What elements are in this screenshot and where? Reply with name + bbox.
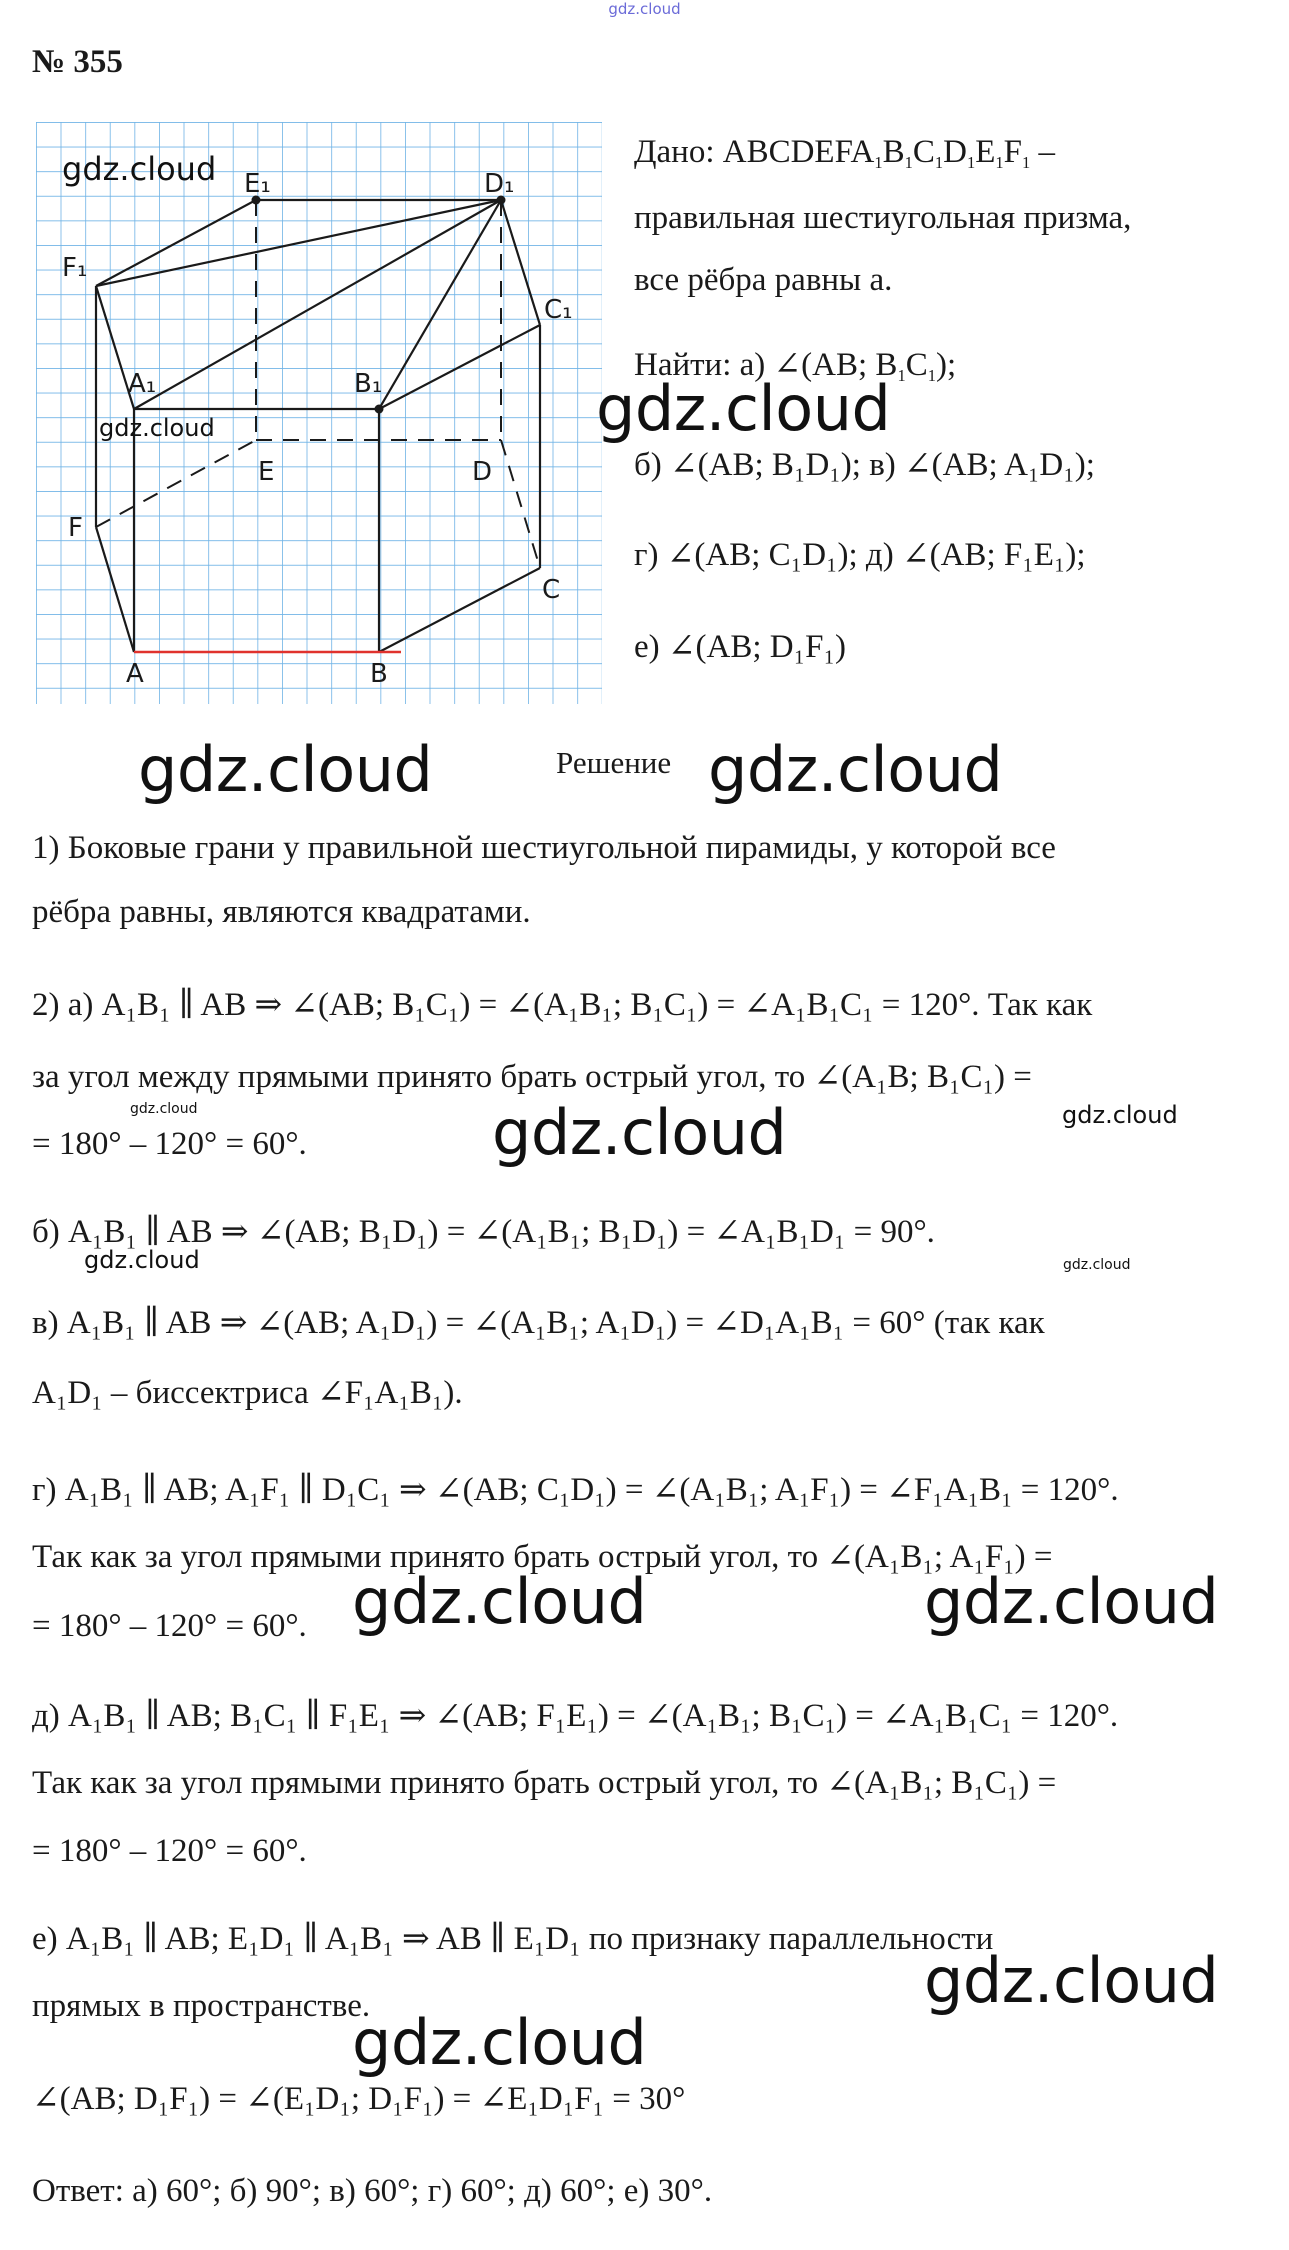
given-line-1: Дано: $ABCDEFA_1B_1C_1D_1E_1F_1$ – [634,134,1055,172]
given-line-3: все рёбра равны a. [634,262,893,298]
watermark: gdz.cloud [924,1944,1219,2017]
label-b: B [370,659,388,689]
watermark: gdz.cloud [99,414,215,442]
find-line-a: Найти: а) ∠(AB; $B_1C_1$); [634,347,957,385]
step-f-line-1: е) A₁B₁ ∥ AB; E₁D₁ ∥ A₁B₁ ⇒ AB ∥ E₁D₁ по признаку параллельности [32,1921,994,1957]
label-f: F [68,513,83,543]
label-c: C [542,575,561,605]
problem-number: № 355 [32,44,123,80]
top-watermark: gdz.cloud [608,0,681,18]
step-c-line-2: A₁D₁ – биссектриса ∠F₁A₁B₁). [32,1375,463,1411]
watermark: gdz.cloud [492,1096,787,1169]
answer-line: Ответ: а) 60°; б) 90°; в) 60°; г) 60°; д) 60°; е) 30°. [32,2173,713,2209]
step-d-line-2: Так как за угол прямыми принято брать острый угол, то ∠(A₁B₁; A₁F₁) = [32,1539,1053,1575]
watermark: gdz.cloud [924,1565,1219,1638]
step-d-line-1: г) A₁B₁ ∥ AB; A₁F₁ ∥ D₁C₁ ⇒ ∠(AB; C₁D₁) = ∠(A₁B₁; A₁F₁) = ∠F₁A₁B₁ = 120°. [32,1472,1119,1508]
watermark: gdz.cloud [352,1565,647,1638]
watermark: gdz.cloud [84,1246,200,1274]
step-c-line-1: в) A₁B₁ ∥ AB ⇒ ∠(AB; A₁D₁) = ∠(A₁B₁; A₁D₁) = ∠D₁A₁B₁ = 60° (так как [32,1305,1045,1341]
step-f-line-2: прямых в пространстве. [32,1988,371,2024]
watermark: gdz.cloud [130,1101,198,1117]
label-a: A [126,659,144,689]
step-e-line-1: д) A₁B₁ ∥ AB; B₁C₁ ∥ F₁E₁ ⇒ ∠(AB; F₁E₁) = ∠(A₁B₁; B₁C₁) = ∠A₁B₁C₁ = 120°. [32,1698,1119,1734]
given-line-2: правильная шестиугольная призма, [634,200,1132,236]
label-d: D [472,457,493,487]
watermark: gdz.cloud [708,733,1003,806]
label-e: E [258,457,275,487]
step-2a-line-3: = 180° – 120° = 60°. [32,1126,307,1162]
watermark: gdz.cloud [596,372,891,445]
step-e-line-3: = 180° – 120° = 60°. [32,1833,307,1869]
graph-paper [36,122,602,704]
watermark: gdz.cloud [1062,1101,1178,1129]
step-1-line-2: рёбра равны, являются квадратами. [32,894,531,930]
label-a1: A₁ [128,369,157,399]
label-d1: D₁ [484,169,515,199]
step-2a-line-1: 2) а) A₁B₁ ∥ AB ⇒ ∠(AB; B₁C₁) = ∠(A₁B₁; B₁C₁) = ∠A₁B₁C₁ = 120°. Так как [32,987,1093,1023]
step-d-line-3: = 180° – 120° = 60°. [32,1608,307,1644]
watermark: gdz.cloud [352,2006,647,2079]
label-c1: C₁ [544,295,573,325]
find-line-d: г) ∠(AB; C₁D₁); д) ∠(AB; F₁E₁); [634,537,1086,573]
find-line-b: б) ∠(AB; B₁D₁); в) ∠(AB; A₁D₁); [634,447,1095,483]
step-f-line-3: ∠(AB; D₁F₁) = ∠(E₁D₁; D₁F₁) = ∠E₁D₁F₁ = 30° [32,2081,686,2117]
watermark: gdz.cloud [62,150,217,188]
step-b: б) A₁B₁ ∥ AB ⇒ ∠(AB; B₁D₁) = ∠(A₁B₁; B₁D₁) = ∠A₁B₁D₁ = 90°. [32,1214,935,1250]
find-line-e: е) ∠(AB; D₁F₁) [634,629,846,665]
step-1-line-1: 1) Боковые грани у правильной шестиугольной пирамиды, у которой все [32,830,1056,866]
prism-figure [36,122,602,704]
label-f1: F₁ [62,253,88,283]
label-e1: E₁ [244,169,271,199]
watermark: gdz.cloud [138,733,433,806]
label-b1: B₁ [354,369,383,399]
step-e-line-2: Так как за угол прямыми принято брать острый угол, то ∠(A₁B₁; B₁C₁) = [32,1765,1057,1801]
step-2a-line-2: за угол между прямыми принято брать острый угол, то ∠(A₁B; B₁C₁) = [32,1059,1032,1095]
solution-heading: Решение [556,745,672,780]
watermark: gdz.cloud [1063,1257,1131,1273]
